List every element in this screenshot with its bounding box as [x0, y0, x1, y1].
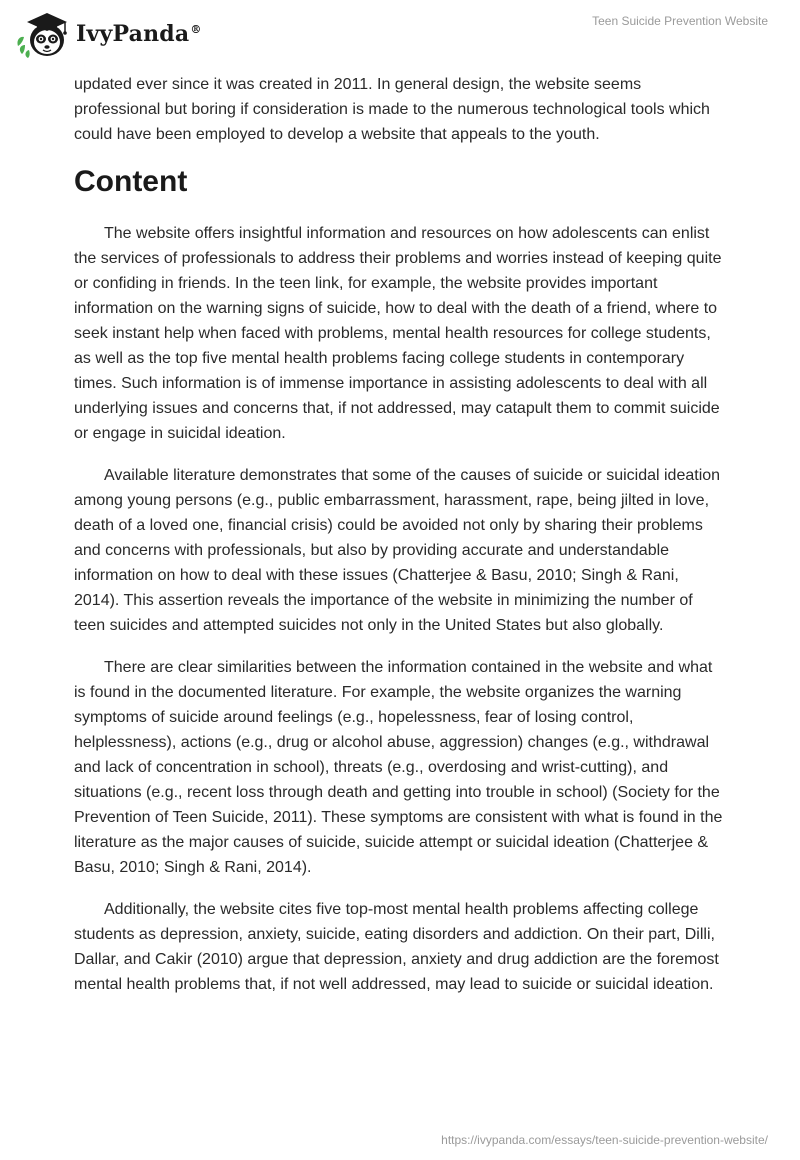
body-paragraph: Additionally, the website cites five top-most mental health problems affecting college students as depression, anxiety, suicide, eating disorders and addiction. On their part, Dilli, Dallar, and Cakir (2010) argue that depression, anxiety and drug addiction are the foremost mental health problems that, if not well addressed, may lead to suicide or suicidal ideation. — [74, 901, 719, 993]
page-header — [0, 0, 800, 70]
intro-paragraph: updated ever since it was created in 2011. In general design, the website seems professional but boring if consideration is made to the numerous technological tools which could have been employed to develop a website that appeals to the youth. — [74, 76, 710, 143]
panda-graduate-icon — [14, 6, 74, 62]
body-paragraph: There are clear similarities between the information contained in the website and what is found in the documented literature. For example, the website organizes the warning symptoms of suicide around feelings (e.g., hopelessness, fear of losing control, helplessness), actions (e.g., drug or alcohol abuse, aggression) changes (e.g., withdrawal and lack of concentration in school), threats (e.g., overdosing and wrist-cutting), and situations (e.g., recent loss through death and getting into trouble in school) (Society for the Prevention of Teen Suicide, 2011). These symptoms are consistent with what is found in the literature as the major causes of suicide, suicide attempt or suicidal ideation (Chatterjee & Basu, 2010; Singh & Rani, 2014). — [74, 659, 723, 876]
body-paragraph: The website offers insightful information and resources on how adolescents can enlist the services of professionals to address their problems and worries instead of keeping quite or confiding in friends. In the teen link, for example, the website provides important information on the warning signs of suicide, how to deal with the death of a friend, where to seek instant help when faced with problems, mental health resources for college students, as well as the top five mental health problems facing college students in contemporary times. Such information is of immense importance in assisting adolescents to deal with all underlying issues and concerns that, if not addressed, may catapult them to commit suicide or engage in suicidal ideation. — [74, 225, 722, 442]
source-url-link[interactable]: https://ivypanda.com/essays/teen-suicide-prevention-website/ — [441, 1133, 768, 1147]
section-heading: Content — [74, 165, 188, 198]
document-title: Teen Suicide Prevention Website — [592, 14, 768, 28]
body-paragraph: Available literature demonstrates that some of the causes of suicide or suicidal ideation among young persons (e.g., public embarrassment, harassment, rape, being jilted in love, death of a loved one, financial crisis) could be avoided not only by sharing their problems and concerns with professionals, but also by providing accurate and understandable information on how to deal with these issues (Chatterjee & Basu, 2010; Singh & Rani, 2014). This assertion reveals the importance of the website in minimizing the number of teen suicides and attempted suicides not only in the United States but also globally. — [74, 467, 721, 634]
essay-body — [74, 72, 728, 1014]
ivypanda-logo[interactable] — [14, 6, 202, 62]
logo-wordmark: IvyPanda® — [76, 21, 202, 47]
